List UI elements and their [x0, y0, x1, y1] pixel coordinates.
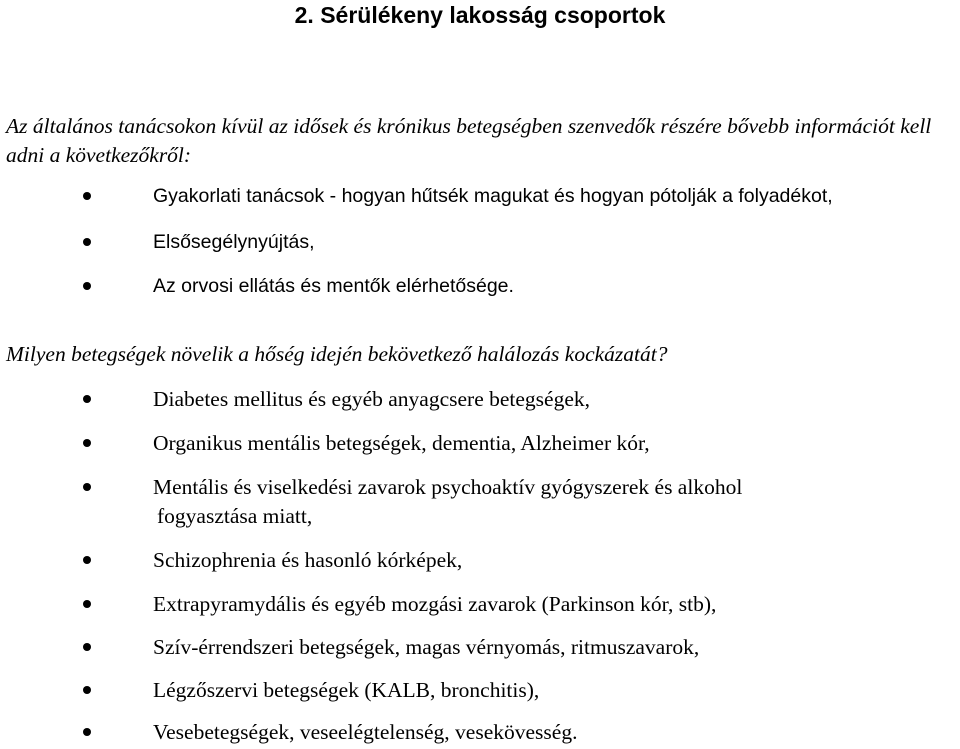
- disease-item-text: Organikus mentális betegségek, dementia, Alzheimer kór,: [153, 431, 650, 455]
- bullet-icon: [83, 282, 91, 290]
- bullet-icon: [83, 483, 91, 491]
- bullet-icon: [83, 238, 91, 246]
- disease-item-text: Extrapyramydális és egyéb mozgási zavarok (Parkinson kór, stb),: [153, 592, 717, 616]
- disease-item-text: Vesebetegségek, veseelégtelenség, vesekövesség.: [153, 720, 578, 744]
- disease-item-text: Diabetes mellitus és egyéb anyagcsere betegségek,: [153, 387, 590, 411]
- bullet-icon: [83, 600, 91, 608]
- bullet-icon: [83, 728, 91, 736]
- bullet-icon: [83, 556, 91, 564]
- advice-item-text: Elsősegélynyújtás,: [153, 231, 315, 253]
- disease-item-text: Schizophrenia és hasonló kórképek,: [153, 548, 463, 572]
- disease-item-continuation: fogyasztása miatt,: [157, 504, 313, 528]
- intro-paragraph: Az általános tanácsokon kívül az idősek és krónikus betegségben szenvedők részére bővebb információt kell adni a következőkről:: [6, 114, 932, 167]
- disease-item-line: Mentális és viselkedési zavarok psychoaktív gyógyszerek és alkohol: [153, 475, 743, 499]
- bullet-icon: [83, 439, 91, 447]
- document-title: 2. Sérülékeny lakosság csoportok: [294, 2, 666, 28]
- question-heading: Milyen betegségek növelik a hőség idején bekövetkező halálozás kockázatát?: [6, 342, 668, 366]
- disease-item-text: [153, 473, 943, 531]
- bullet-icon: [83, 686, 91, 694]
- disease-item-text: Légzőszervi betegségek (KALB, bronchitis),: [153, 678, 540, 702]
- disease-item-text: Szív-érrendszeri betegségek, magas vérnyomás, ritmuszavarok,: [153, 635, 700, 659]
- bullet-icon: [83, 395, 91, 403]
- bullet-icon: [83, 643, 91, 651]
- advice-item-text: Gyakorlati tanácsok - hogyan hűtsék magukat és hogyan pótolják a folyadékot,: [153, 185, 833, 207]
- advice-item-text: Az orvosi ellátás és mentők elérhetősége.: [153, 275, 514, 297]
- bullet-icon: [83, 192, 91, 200]
